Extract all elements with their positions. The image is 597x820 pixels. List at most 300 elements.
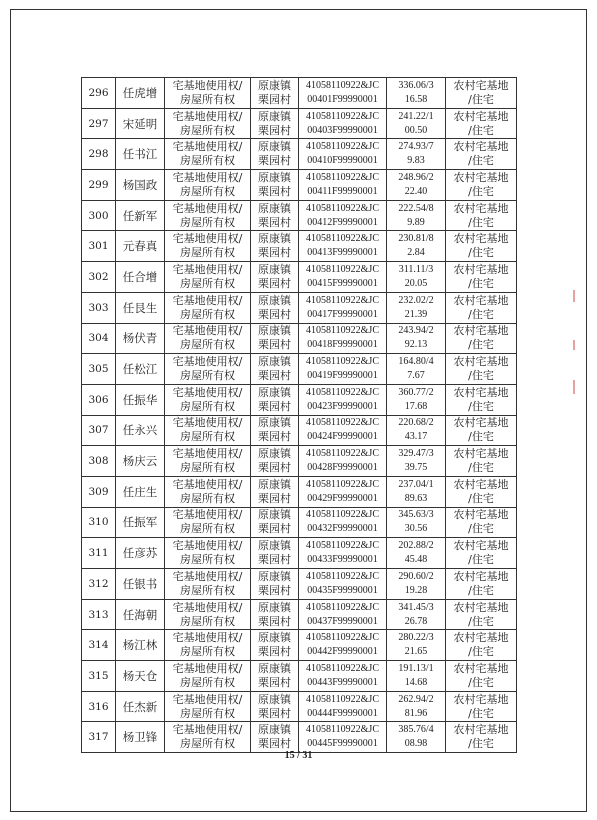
right-type-cell	[165, 323, 251, 354]
parcel-code-cell	[299, 415, 387, 446]
right-type-line: 房屋所有权	[180, 491, 235, 505]
parcel-code-line: 41058110922&JC	[306, 294, 379, 306]
parcel-code-line: 00411F99990001	[307, 185, 378, 197]
parcel-code-cell	[299, 384, 387, 415]
land-use-line: /住宅	[468, 737, 494, 751]
location-line: 栗园村	[258, 430, 291, 444]
owner-name-cell: 任振军	[116, 507, 165, 538]
area-cell	[387, 170, 446, 201]
location-line: 原康镇	[258, 140, 291, 154]
land-use-cell	[446, 661, 517, 692]
location-line: 原康镇	[258, 232, 291, 246]
right-type-cell	[165, 599, 251, 630]
table-row	[82, 231, 517, 262]
area-line: 39.75	[404, 462, 428, 474]
area-line: 243.94/2	[398, 325, 434, 337]
land-use-line: 农村宅基地	[453, 293, 509, 307]
owner-name-cell: 杨国政	[116, 170, 165, 201]
area-line: 360.77/2	[398, 386, 434, 398]
parcel-code-cell	[299, 323, 387, 354]
right-type-cell	[165, 661, 251, 692]
location-cell	[251, 722, 299, 753]
parcel-code-line: 41058110922&JC	[306, 570, 379, 582]
land-use-line: 农村宅基地	[453, 477, 509, 491]
row-number-cell: 299	[82, 170, 116, 201]
parcel-code-cell	[299, 170, 387, 201]
owner-name-cell: 杨伏青	[116, 323, 165, 354]
owner-name-cell: 杨庆云	[116, 446, 165, 477]
location-line: 栗园村	[258, 645, 291, 659]
parcel-code-line: 00433F99990001	[307, 554, 378, 566]
land-use-line: /住宅	[468, 399, 494, 413]
table-row	[82, 722, 517, 753]
table-row	[82, 476, 517, 507]
land-use-line: 农村宅基地	[453, 232, 509, 246]
owner-name-cell: 任海朝	[116, 599, 165, 630]
land-use-cell	[446, 231, 517, 262]
location-line: 栗园村	[258, 491, 291, 505]
area-line: 202.88/2	[398, 540, 434, 552]
area-cell	[387, 354, 446, 385]
right-type-line: 房屋所有权	[180, 522, 235, 536]
location-cell	[251, 538, 299, 569]
area-line: 191.13/1	[398, 662, 434, 674]
parcel-code-line: 41058110922&JC	[306, 202, 379, 214]
land-use-line: 农村宅基地	[453, 508, 509, 522]
location-line: 栗园村	[258, 307, 291, 321]
parcel-code-line: 41058110922&JC	[306, 693, 379, 705]
parcel-code-line: 41058110922&JC	[306, 79, 379, 91]
land-use-line: /住宅	[468, 675, 494, 689]
right-type-line: 房屋所有权	[180, 614, 235, 628]
land-use-cell	[446, 78, 517, 109]
registration-table	[81, 77, 517, 753]
right-type-line: 房屋所有权	[180, 276, 235, 290]
right-type-cell	[165, 354, 251, 385]
location-line: 栗园村	[258, 369, 291, 383]
location-line: 栗园村	[258, 614, 291, 628]
right-type-cell	[165, 262, 251, 293]
location-line: 原康镇	[258, 600, 291, 614]
land-use-line: /住宅	[468, 583, 494, 597]
land-use-cell	[446, 139, 517, 170]
location-line: 原康镇	[258, 78, 291, 92]
right-type-cell	[165, 446, 251, 477]
row-number-cell: 312	[82, 569, 116, 600]
area-line: 45.48	[404, 554, 428, 566]
owner-name-cell: 任松江	[116, 354, 165, 385]
owner-name-cell: 任振华	[116, 384, 165, 415]
land-use-line: 农村宅基地	[453, 661, 509, 675]
right-type-line: 宅基地使用权/	[172, 447, 243, 461]
area-line: 16.58	[404, 93, 428, 105]
area-line: 14.68	[404, 676, 428, 688]
row-number-cell: 309	[82, 476, 116, 507]
parcel-code-line: 00403F99990001	[307, 124, 378, 136]
right-type-line: 房屋所有权	[180, 461, 235, 475]
table-row	[82, 507, 517, 538]
right-type-cell	[165, 231, 251, 262]
parcel-code-line: 41058110922&JC	[306, 356, 379, 368]
parcel-code-line: 00410F99990001	[307, 155, 378, 167]
owner-name-cell: 杨江林	[116, 630, 165, 661]
area-line: 81.96	[404, 707, 428, 719]
area-line: 21.65	[404, 646, 428, 658]
owner-name-cell: 任银书	[116, 569, 165, 600]
right-type-line: 房屋所有权	[180, 215, 235, 229]
right-type-line: 宅基地使用权/	[172, 140, 243, 154]
land-use-line: 农村宅基地	[453, 170, 509, 184]
owner-name-cell: 任合增	[116, 262, 165, 293]
area-line: 345.63/3	[398, 509, 434, 521]
land-use-line: 农村宅基地	[453, 109, 509, 123]
parcel-code-line: 41058110922&JC	[306, 662, 379, 674]
area-line: 241.22/1	[398, 110, 434, 122]
location-cell	[251, 507, 299, 538]
parcel-code-line: 00437F99990001	[307, 615, 378, 627]
owner-name-cell: 任杰新	[116, 691, 165, 722]
area-cell	[387, 384, 446, 415]
land-use-cell	[446, 415, 517, 446]
row-number-cell: 300	[82, 200, 116, 231]
right-type-cell	[165, 507, 251, 538]
land-use-cell	[446, 108, 517, 139]
land-use-line: /住宅	[468, 92, 494, 106]
right-type-line: 宅基地使用权/	[172, 477, 243, 491]
area-cell	[387, 538, 446, 569]
parcel-code-line: 00415F99990001	[307, 277, 378, 289]
parcel-code-cell	[299, 630, 387, 661]
area-cell	[387, 507, 446, 538]
parcel-code-line: 41058110922&JC	[306, 632, 379, 644]
area-line: 262.94/2	[398, 693, 434, 705]
right-type-line: 房屋所有权	[180, 92, 235, 106]
owner-name-cell: 杨卫锋	[116, 722, 165, 753]
right-type-line: 宅基地使用权/	[172, 78, 243, 92]
location-line: 栗园村	[258, 706, 291, 720]
right-type-line: 房屋所有权	[180, 399, 235, 413]
owner-name-cell: 任艮生	[116, 292, 165, 323]
parcel-code-line: 00413F99990001	[307, 247, 378, 259]
parcel-code-line: 00445F99990001	[307, 738, 378, 750]
area-line: 248.96/2	[398, 171, 434, 183]
area-line: 290.60/2	[398, 570, 434, 582]
location-line: 栗园村	[258, 522, 291, 536]
land-use-line: /住宅	[468, 184, 494, 198]
right-type-cell	[165, 108, 251, 139]
area-cell	[387, 722, 446, 753]
location-cell	[251, 630, 299, 661]
area-line: 336.06/3	[398, 79, 434, 91]
area-line: 7.67	[407, 370, 425, 382]
area-line: 26.78	[404, 615, 428, 627]
land-use-cell	[446, 292, 517, 323]
location-line: 原康镇	[258, 109, 291, 123]
area-line: 17.68	[404, 400, 428, 412]
right-type-line: 宅基地使用权/	[172, 232, 243, 246]
area-line: 280.22/3	[398, 632, 434, 644]
parcel-code-cell	[299, 200, 387, 231]
land-use-cell	[446, 170, 517, 201]
land-use-cell	[446, 630, 517, 661]
table-row	[82, 108, 517, 139]
table-row	[82, 200, 517, 231]
margin-mark	[573, 380, 575, 394]
location-cell	[251, 415, 299, 446]
right-type-line: 宅基地使用权/	[172, 201, 243, 215]
location-cell	[251, 200, 299, 231]
page-number: 15 / 31	[284, 750, 313, 761]
land-use-line: /住宅	[468, 491, 494, 505]
land-use-line: /住宅	[468, 215, 494, 229]
area-line: 21.39	[404, 308, 428, 320]
row-number-cell: 298	[82, 139, 116, 170]
location-cell	[251, 170, 299, 201]
parcel-code-cell	[299, 538, 387, 569]
row-number-cell: 316	[82, 691, 116, 722]
area-cell	[387, 292, 446, 323]
right-type-cell	[165, 170, 251, 201]
area-line: 222.54/8	[398, 202, 434, 214]
right-type-cell	[165, 538, 251, 569]
location-cell	[251, 231, 299, 262]
location-line: 栗园村	[258, 553, 291, 567]
land-use-cell	[446, 691, 517, 722]
right-type-line: 宅基地使用权/	[172, 109, 243, 123]
right-type-cell	[165, 415, 251, 446]
land-use-cell	[446, 722, 517, 753]
parcel-code-line: 00442F99990001	[307, 646, 378, 658]
land-use-cell	[446, 507, 517, 538]
row-number-cell: 303	[82, 292, 116, 323]
land-use-line: 农村宅基地	[453, 416, 509, 430]
land-use-line: 农村宅基地	[453, 569, 509, 583]
location-line: 原康镇	[258, 355, 291, 369]
location-line: 原康镇	[258, 262, 291, 276]
parcel-code-line: 00429F99990001	[307, 492, 378, 504]
area-line: 9.89	[407, 216, 425, 228]
row-number-cell: 315	[82, 661, 116, 692]
owner-name-cell: 任庄生	[116, 476, 165, 507]
owner-name-cell: 任虎增	[116, 78, 165, 109]
right-type-line: 宅基地使用权/	[172, 569, 243, 583]
land-use-line: 农村宅基地	[453, 201, 509, 215]
table-row	[82, 262, 517, 293]
location-cell	[251, 476, 299, 507]
row-number-cell: 308	[82, 446, 116, 477]
land-use-line: /住宅	[468, 614, 494, 628]
right-type-line: 宅基地使用权/	[172, 170, 243, 184]
area-cell	[387, 78, 446, 109]
right-type-line: 宅基地使用权/	[172, 723, 243, 737]
land-use-line: /住宅	[468, 246, 494, 260]
row-number-cell: 304	[82, 323, 116, 354]
location-cell	[251, 78, 299, 109]
land-use-cell	[446, 599, 517, 630]
parcel-code-line: 41058110922&JC	[306, 171, 379, 183]
area-cell	[387, 200, 446, 231]
parcel-code-line: 41058110922&JC	[306, 540, 379, 552]
table-row	[82, 446, 517, 477]
row-number-cell: 307	[82, 415, 116, 446]
land-use-cell	[446, 538, 517, 569]
parcel-code-cell	[299, 476, 387, 507]
right-type-cell	[165, 200, 251, 231]
row-number-cell: 311	[82, 538, 116, 569]
parcel-code-line: 41058110922&JC	[306, 417, 379, 429]
area-cell	[387, 691, 446, 722]
land-use-line: 农村宅基地	[453, 692, 509, 706]
parcel-code-line: 41058110922&JC	[306, 233, 379, 245]
right-type-cell	[165, 691, 251, 722]
owner-name-cell: 任永兴	[116, 415, 165, 446]
right-type-line: 房屋所有权	[180, 246, 235, 260]
location-cell	[251, 446, 299, 477]
table-row	[82, 384, 517, 415]
parcel-code-line: 41058110922&JC	[306, 724, 379, 736]
right-type-line: 宅基地使用权/	[172, 293, 243, 307]
area-cell	[387, 599, 446, 630]
location-cell	[251, 691, 299, 722]
location-line: 原康镇	[258, 723, 291, 737]
owner-name-cell: 任彦苏	[116, 538, 165, 569]
area-cell	[387, 569, 446, 600]
location-line: 栗园村	[258, 338, 291, 352]
owner-name-cell: 杨天仓	[116, 661, 165, 692]
right-type-line: 宅基地使用权/	[172, 600, 243, 614]
table-row	[82, 354, 517, 385]
right-type-line: 房屋所有权	[180, 154, 235, 168]
row-number-cell: 296	[82, 78, 116, 109]
location-line: 原康镇	[258, 385, 291, 399]
right-type-line: 房屋所有权	[180, 706, 235, 720]
right-type-line: 宅基地使用权/	[172, 661, 243, 675]
area-line: 164.80/4	[398, 356, 434, 368]
right-type-line: 房屋所有权	[180, 184, 235, 198]
right-type-line: 房屋所有权	[180, 645, 235, 659]
parcel-code-cell	[299, 139, 387, 170]
right-type-line: 房屋所有权	[180, 675, 235, 689]
parcel-code-cell	[299, 262, 387, 293]
parcel-code-line: 41058110922&JC	[306, 325, 379, 337]
area-cell	[387, 323, 446, 354]
margin-mark	[573, 290, 575, 302]
parcel-code-line: 00424F99990001	[307, 431, 378, 443]
land-use-cell	[446, 200, 517, 231]
right-type-line: 房屋所有权	[180, 123, 235, 137]
location-line: 原康镇	[258, 569, 291, 583]
parcel-code-cell	[299, 292, 387, 323]
parcel-code-line: 41058110922&JC	[306, 263, 379, 275]
parcel-code-cell	[299, 691, 387, 722]
area-line: 220.68/2	[398, 417, 434, 429]
area-line: 329.47/3	[398, 448, 434, 460]
location-line: 栗园村	[258, 675, 291, 689]
parcel-code-cell	[299, 108, 387, 139]
right-type-cell	[165, 78, 251, 109]
parcel-code-cell	[299, 78, 387, 109]
location-line: 栗园村	[258, 461, 291, 475]
parcel-code-line: 00417F99990001	[307, 308, 378, 320]
table-row	[82, 661, 517, 692]
area-line: 00.50	[404, 124, 428, 136]
table-row	[82, 630, 517, 661]
location-cell	[251, 108, 299, 139]
land-use-line: 农村宅基地	[453, 723, 509, 737]
area-line: 30.56	[404, 523, 428, 535]
parcel-code-line: 00401F99990001	[307, 93, 378, 105]
land-use-cell	[446, 446, 517, 477]
table-body	[82, 78, 517, 753]
land-use-line: /住宅	[468, 307, 494, 321]
table-row	[82, 599, 517, 630]
location-line: 原康镇	[258, 477, 291, 491]
area-cell	[387, 630, 446, 661]
table-row	[82, 415, 517, 446]
margin-mark	[573, 340, 575, 350]
location-line: 栗园村	[258, 737, 291, 751]
land-use-line: /住宅	[468, 276, 494, 290]
land-use-line: 农村宅基地	[453, 385, 509, 399]
right-type-line: 宅基地使用权/	[172, 416, 243, 430]
land-use-line: 农村宅基地	[453, 447, 509, 461]
location-line: 原康镇	[258, 324, 291, 338]
table-row	[82, 139, 517, 170]
location-line: 原康镇	[258, 170, 291, 184]
parcel-code-line: 00423F99990001	[307, 400, 378, 412]
land-use-line: /住宅	[468, 338, 494, 352]
location-line: 栗园村	[258, 583, 291, 597]
row-number-cell: 313	[82, 599, 116, 630]
location-cell	[251, 384, 299, 415]
land-use-line: /住宅	[468, 154, 494, 168]
parcel-code-cell	[299, 661, 387, 692]
table-row	[82, 292, 517, 323]
land-use-line: /住宅	[468, 553, 494, 567]
right-type-cell	[165, 384, 251, 415]
area-line: 92.13	[404, 339, 428, 351]
location-line: 原康镇	[258, 508, 291, 522]
parcel-code-cell	[299, 354, 387, 385]
area-line: 20.05	[404, 277, 428, 289]
location-cell	[251, 323, 299, 354]
land-use-line: /住宅	[468, 706, 494, 720]
land-use-line: 农村宅基地	[453, 324, 509, 338]
row-number-cell: 306	[82, 384, 116, 415]
land-use-cell	[446, 384, 517, 415]
land-use-line: 农村宅基地	[453, 262, 509, 276]
location-line: 栗园村	[258, 92, 291, 106]
parcel-code-line: 00443F99990001	[307, 676, 378, 688]
land-use-line: /住宅	[468, 522, 494, 536]
location-cell	[251, 661, 299, 692]
right-type-cell	[165, 139, 251, 170]
location-line: 栗园村	[258, 399, 291, 413]
parcel-code-cell	[299, 507, 387, 538]
table-row	[82, 569, 517, 600]
right-type-cell	[165, 630, 251, 661]
location-line: 栗园村	[258, 123, 291, 137]
area-line: 237.04/1	[398, 478, 434, 490]
land-use-cell	[446, 569, 517, 600]
owner-name-cell: 宋延明	[116, 108, 165, 139]
right-type-line: 房屋所有权	[180, 553, 235, 567]
location-line: 原康镇	[258, 692, 291, 706]
land-use-cell	[446, 476, 517, 507]
land-use-line: /住宅	[468, 123, 494, 137]
location-cell	[251, 262, 299, 293]
parcel-code-line: 41058110922&JC	[306, 448, 379, 460]
